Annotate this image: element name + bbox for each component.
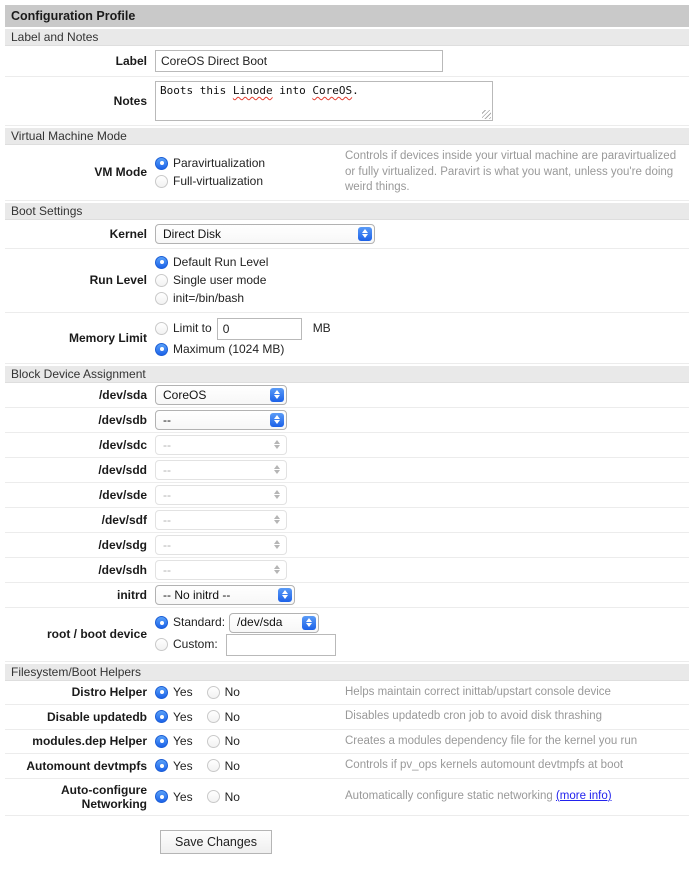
- notes-text: into: [272, 84, 313, 97]
- standard-root-select[interactable]: [229, 613, 319, 633]
- dev-sdc-select-value: --: [163, 437, 171, 452]
- initrd-label: initrd: [117, 587, 147, 602]
- dev-sdc-select: [155, 435, 287, 455]
- dev-sdg-select: [155, 535, 287, 555]
- initrd-select[interactable]: [155, 585, 295, 605]
- no-label: No: [224, 758, 240, 773]
- distro-helper-help: Helps maintain correct inittab/upstart console device: [345, 685, 611, 698]
- full-virtualization-label: Full-virtualization: [173, 173, 264, 188]
- modules-dep-helper-label: modules.dep Helper: [32, 734, 147, 749]
- vm-mode-help: Controls if devices inside your virtual machine are paravirtualized or fully virtualized. Paravirt is what you want, unless you're doing weird things.: [345, 150, 677, 194]
- dev-sdb-select[interactable]: [155, 410, 287, 430]
- standard-root-radio[interactable]: [155, 616, 168, 629]
- automount-devtmpfs-yes-radio[interactable]: [155, 759, 168, 772]
- dev-sda-select[interactable]: [155, 385, 287, 405]
- root-boot-device-label: root / boot device: [46, 627, 147, 642]
- select-arrows-icon: [270, 538, 284, 552]
- dev-sdg-row: [5, 533, 689, 558]
- dev-sdf-select-value: --: [163, 512, 171, 527]
- notes-field-label: Notes: [113, 94, 147, 108]
- init-bin-bash-radio[interactable]: [155, 292, 168, 305]
- limit-to-label: Limit to: [173, 321, 212, 336]
- dev-sdh-select: [155, 560, 287, 580]
- notes-textarea[interactable]: [155, 81, 493, 121]
- dev-sdb-label: /dev/sdb: [98, 412, 147, 427]
- modules-dep-helper-row: [5, 730, 689, 755]
- memory-limit-label: Memory Limit: [68, 330, 147, 345]
- notes-text-misspelled: Linode: [232, 84, 273, 97]
- paravirtualization-radio[interactable]: [155, 157, 168, 170]
- custom-root-label: Custom:: [173, 637, 218, 652]
- dev-sdd-select: [155, 460, 287, 480]
- run-level-row: [5, 249, 689, 313]
- dev-sdh-label: /dev/sdh: [98, 562, 147, 577]
- no-label: No: [224, 685, 240, 700]
- select-arrows-icon: [358, 227, 372, 241]
- disable-updatedb-label: Disable updatedb: [46, 709, 147, 724]
- dev-sdg-select-value: --: [163, 537, 171, 552]
- default-run-level-radio[interactable]: [155, 256, 168, 269]
- dev-sdb-select-value: --: [163, 412, 171, 427]
- automount-devtmpfs-help: Controls if pv_ops kernels automount devtmpfs at boot: [345, 759, 624, 772]
- maximum-memory-radio[interactable]: [155, 343, 168, 356]
- notes-text: .: [352, 84, 359, 97]
- memory-limit-row: [5, 313, 689, 364]
- standard-root-label: Standard:: [173, 615, 226, 630]
- modules-dep-helper-help: Creates a modules dependency file for the kernel you run: [345, 734, 638, 747]
- paravirtualization-label: Paravirtualization: [173, 155, 266, 170]
- run-level-label: Run Level: [89, 273, 147, 288]
- default-run-level-label: Default Run Level: [173, 254, 269, 269]
- select-arrows-icon: [270, 413, 284, 427]
- kernel-select[interactable]: [155, 224, 375, 244]
- standard-root-select-value: /dev/sda: [237, 615, 283, 630]
- label-field-label: Label: [115, 54, 147, 68]
- more-info-link[interactable]: (more info): [555, 789, 612, 802]
- auto-configure-networking-no-radio[interactable]: [207, 790, 220, 803]
- modules-dep-helper-yes-radio[interactable]: [155, 735, 168, 748]
- yes-label: Yes: [173, 758, 193, 773]
- dev-sdh-select-value: --: [163, 562, 171, 577]
- dev-sdf-select: [155, 510, 287, 530]
- automount-devtmpfs-label: Automount devtmpfs: [26, 758, 147, 773]
- dev-sdc-label: /dev/sdc: [98, 437, 147, 452]
- section-filesystem-boot-helpers: Filesystem/Boot Helpers: [5, 664, 689, 681]
- dev-sda-label: /dev/sda: [98, 387, 147, 402]
- select-arrows-icon: [302, 616, 316, 630]
- disable-updatedb-no-radio[interactable]: [207, 710, 220, 723]
- select-arrows-icon: [278, 588, 292, 602]
- disable-updatedb-yes-radio[interactable]: [155, 710, 168, 723]
- select-arrows-icon: [270, 513, 284, 527]
- auto-configure-networking-label: Auto-configure Networking: [61, 782, 147, 811]
- no-label: No: [224, 709, 240, 724]
- memory-limit-input[interactable]: [217, 318, 302, 340]
- dev-sdf-label: /dev/sdf: [101, 512, 147, 527]
- maximum-memory-label: Maximum (1024 MB): [173, 341, 285, 356]
- custom-root-input[interactable]: [226, 634, 336, 656]
- dev-sde-select-value: --: [163, 487, 171, 502]
- initrd-row: [5, 583, 689, 608]
- kernel-label: Kernel: [109, 226, 147, 241]
- select-arrows-icon: [270, 488, 284, 502]
- automount-devtmpfs-no-radio[interactable]: [207, 759, 220, 772]
- yes-label: Yes: [173, 685, 193, 700]
- no-label: No: [224, 789, 240, 804]
- custom-root-radio[interactable]: [155, 638, 168, 651]
- dev-sdd-row: [5, 458, 689, 483]
- select-arrows-icon: [270, 463, 284, 477]
- dev-sdh-row: [5, 558, 689, 583]
- auto-configure-networking-yes-radio[interactable]: [155, 790, 168, 803]
- auto-configure-networking-help-text: Automatically configure static networking: [345, 789, 553, 802]
- dev-sda-row: [5, 383, 689, 408]
- save-row: [5, 816, 689, 864]
- distro-helper-no-radio[interactable]: [207, 686, 220, 699]
- kernel-row: [5, 220, 689, 249]
- auto-configure-networking-help: [345, 789, 689, 805]
- notes-row: [5, 77, 689, 126]
- dev-sdc-row: [5, 433, 689, 458]
- root-boot-device-row: [5, 608, 689, 662]
- disable-updatedb-row: [5, 705, 689, 730]
- dev-sdf-row: [5, 508, 689, 533]
- section-virtual-machine-mode: Virtual Machine Mode: [5, 128, 689, 145]
- distro-helper-row: [5, 681, 689, 706]
- select-arrows-icon: [270, 438, 284, 452]
- auto-configure-networking-row: [5, 779, 689, 816]
- save-changes-button[interactable]: Save Changes: [160, 830, 272, 854]
- init-bin-bash-label: init=/bin/bash: [173, 290, 245, 305]
- distro-helper-yes-radio[interactable]: [155, 686, 168, 699]
- dev-sde-row: [5, 483, 689, 508]
- kernel-select-value: Direct Disk: [163, 226, 222, 241]
- single-user-mode-label: Single user mode: [173, 272, 267, 287]
- modules-dep-helper-no-radio[interactable]: [207, 735, 220, 748]
- yes-label: Yes: [173, 734, 193, 749]
- notes-text-misspelled: CoreOS: [312, 84, 353, 97]
- dev-sdg-label: /dev/sdg: [98, 537, 147, 552]
- disable-updatedb-help: Disables updatedb cron job to avoid disk thrashing: [345, 710, 602, 723]
- full-virtualization-radio[interactable]: [155, 175, 168, 188]
- section-label-and-notes: Label and Notes: [5, 29, 689, 46]
- no-label: No: [224, 734, 240, 749]
- memory-unit-label: MB: [312, 321, 331, 336]
- automount-devtmpfs-row: [5, 754, 689, 779]
- initrd-select-value: -- No initrd --: [163, 587, 231, 602]
- notes-text: Boots this: [160, 84, 233, 97]
- single-user-mode-radio[interactable]: [155, 274, 168, 287]
- dev-sda-select-value: CoreOS: [163, 387, 207, 402]
- dev-sdd-label: /dev/sdd: [98, 462, 147, 477]
- yes-label: Yes: [173, 789, 193, 804]
- select-arrows-icon: [270, 388, 284, 402]
- vm-mode-row: [5, 145, 689, 201]
- label-row: [5, 46, 689, 77]
- dev-sde-label: /dev/sde: [98, 487, 147, 502]
- dev-sde-select: [155, 485, 287, 505]
- label-input[interactable]: [155, 50, 443, 72]
- dev-sdb-row: [5, 408, 689, 433]
- distro-helper-label: Distro Helper: [71, 685, 147, 700]
- dev-sdd-select-value: --: [163, 462, 171, 477]
- vm-mode-label: VM Mode: [94, 165, 147, 180]
- page-title: Configuration Profile: [5, 5, 689, 27]
- limit-to-radio[interactable]: [155, 322, 168, 335]
- yes-label: Yes: [173, 709, 193, 724]
- select-arrows-icon: [270, 563, 284, 577]
- section-block-device-assignment: Block Device Assignment: [5, 366, 689, 383]
- section-boot-settings: Boot Settings: [5, 203, 689, 220]
